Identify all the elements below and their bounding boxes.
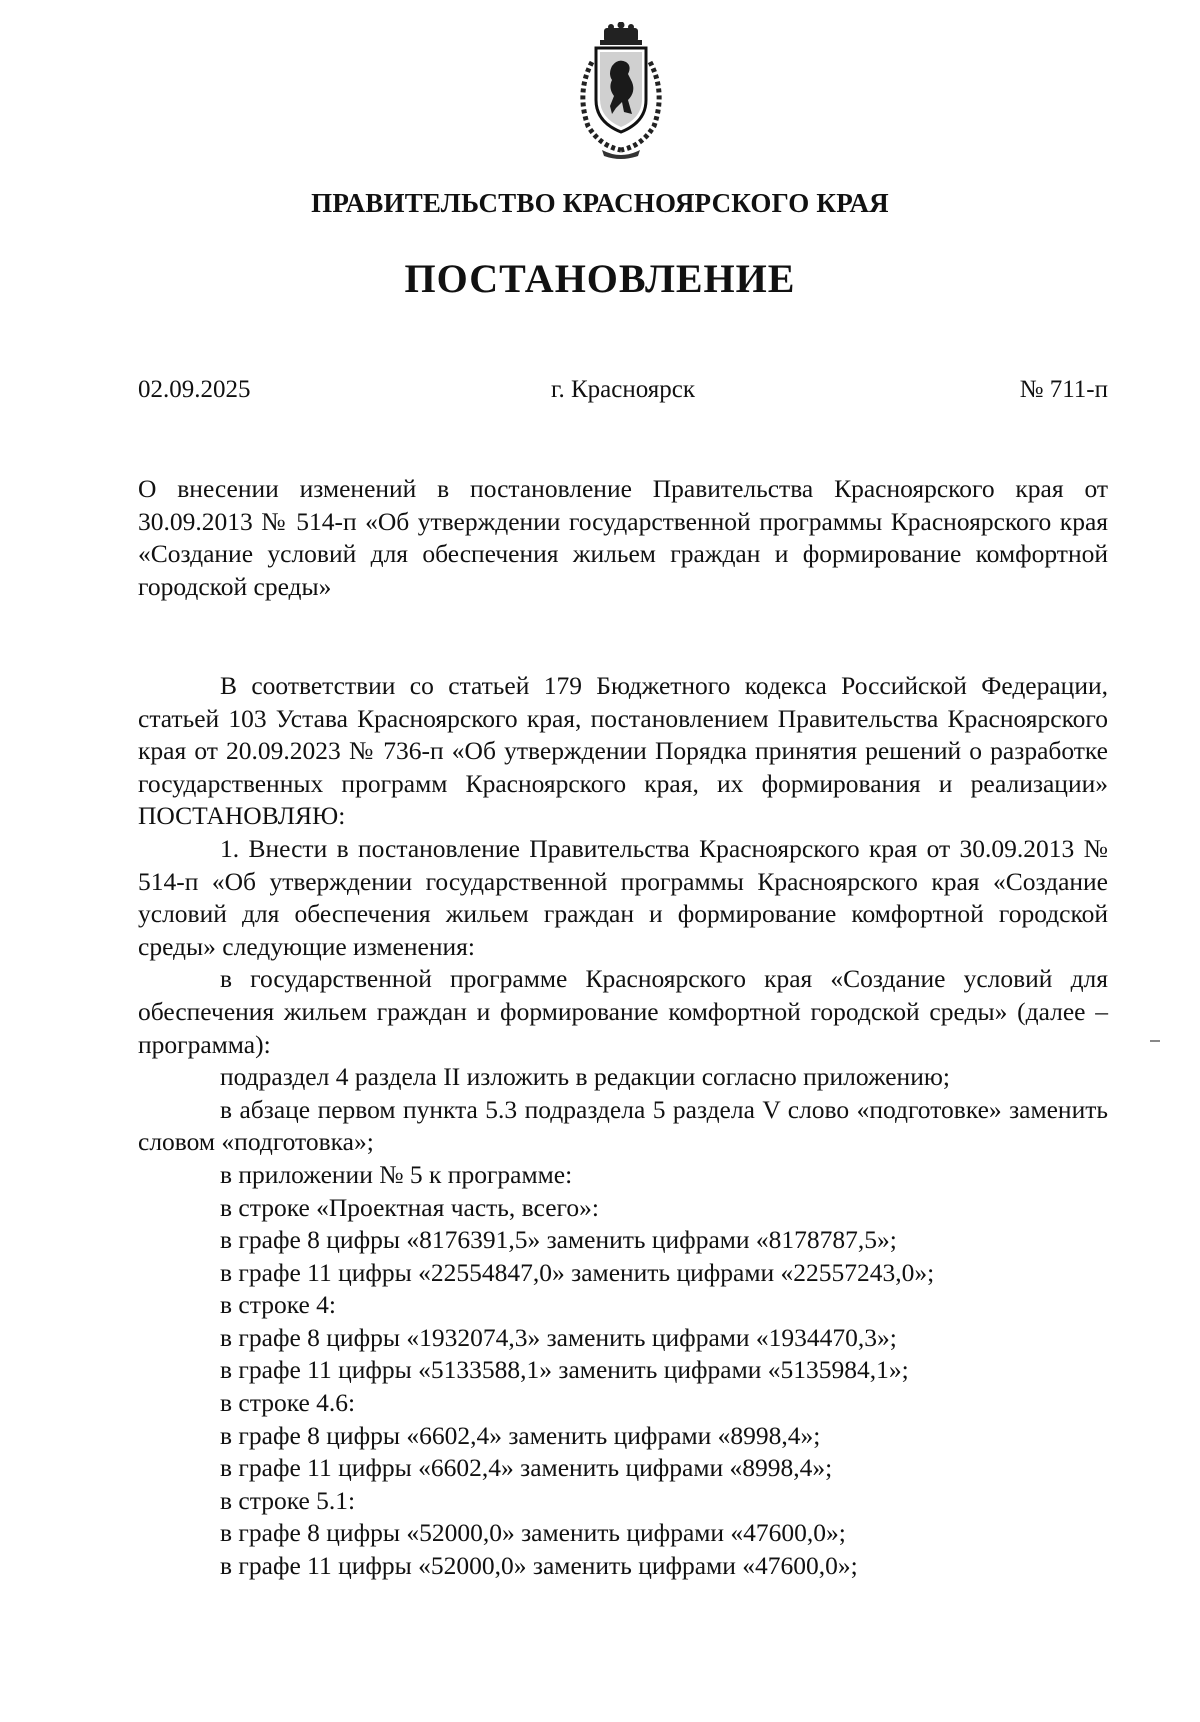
list-item: в графе 11 цифры «52000,0» заменить цифрами «47600,0»;: [220, 1551, 858, 1581]
list-item: в графе 8 цифры «52000,0» заменить цифрами «47600,0»;: [220, 1518, 846, 1548]
paragraph-preamble: В соответствии со статьей 179 Бюджетного кодекса Российской Федерации, статьей 103 Устава Красноярского края, постановлением Правительства Красноярского края от 20.09.2023 № 736-п «Об утверждении Порядка принятия решений о разработке государственных программ Красноярского края, их формирования и реализации» ПОСТАНОВЛЯЮ:: [138, 671, 1108, 831]
list-item: в строке 5.1:: [220, 1485, 356, 1515]
document-city: г. Красноярск: [551, 376, 695, 403]
document-subject: О внесении изменений в постановление Правительства Красноярского края от 30.09.2013 № 514-п «Об утверждении государственной программы Красноярского края «Создание условий для обеспечения жильем граждан и формирование комфортной городской среды»: [138, 474, 1108, 601]
list-item: в графе 8 цифры «1932074,3» заменить цифрами «1934470,3»;: [220, 1322, 897, 1352]
scan-artifact: [1150, 1040, 1160, 1042]
list-item: в графе 8 цифры «6602,4» заменить цифрами «8998,4»;: [220, 1420, 821, 1450]
paragraph-subsection: подраздел 4 раздела II изложить в редакции согласно приложению;: [220, 1062, 950, 1092]
paragraph-program: в государственной программе Красноярского края «Создание условий для обеспечения жильем граждан и формирование комфортной городской среды» (далее – программа):: [138, 964, 1108, 1059]
list-item: в графе 11 цифры «6602,4» заменить цифрами «8998,4»;: [220, 1453, 833, 1483]
paragraph-item-1: 1. Внести в постановление Правительства Красноярского края от 30.09.2013 № 514-п «Об утверждении государственной программы Красноярского края «Создание условий для обеспечения жильем граждан и формирование комфортной городской среды» следующие изменения:: [138, 833, 1108, 961]
list-item: в графе 11 цифры «5133588,1» заменить цифрами «5135984,1»;: [220, 1355, 909, 1385]
list-item: в графе 11 цифры «22554847,0» заменить цифрами «22557243,0»;: [220, 1257, 935, 1287]
document-meta-row: [138, 376, 1108, 410]
coat-of-arms-icon: [566, 22, 676, 162]
document-number: № 711-п: [1019, 376, 1108, 403]
government-title: ПРАВИТЕЛЬСТВО КРАСНОЯРСКОГО КРАЯ: [311, 188, 889, 218]
paragraph-word-change: в абзаце первом пункта 5.3 подраздела 5 раздела V слово «подготовке» заменить словом «подготовка»;: [138, 1094, 1108, 1157]
list-item: в строке «Проектная часть, всего»:: [220, 1192, 599, 1222]
list-item: в графе 8 цифры «8176391,5» заменить цифрами «8178787,5»;: [220, 1225, 897, 1255]
list-item: в строке 4.6:: [220, 1388, 356, 1418]
document-body: [138, 670, 1108, 1583]
list-item: в приложении № 5 к программе:: [220, 1159, 573, 1189]
document-type-title: ПОСТАНОВЛЕНИЕ: [404, 256, 796, 301]
document-date: 02.09.2025: [138, 376, 251, 403]
list-item: в строке 4:: [220, 1290, 336, 1320]
